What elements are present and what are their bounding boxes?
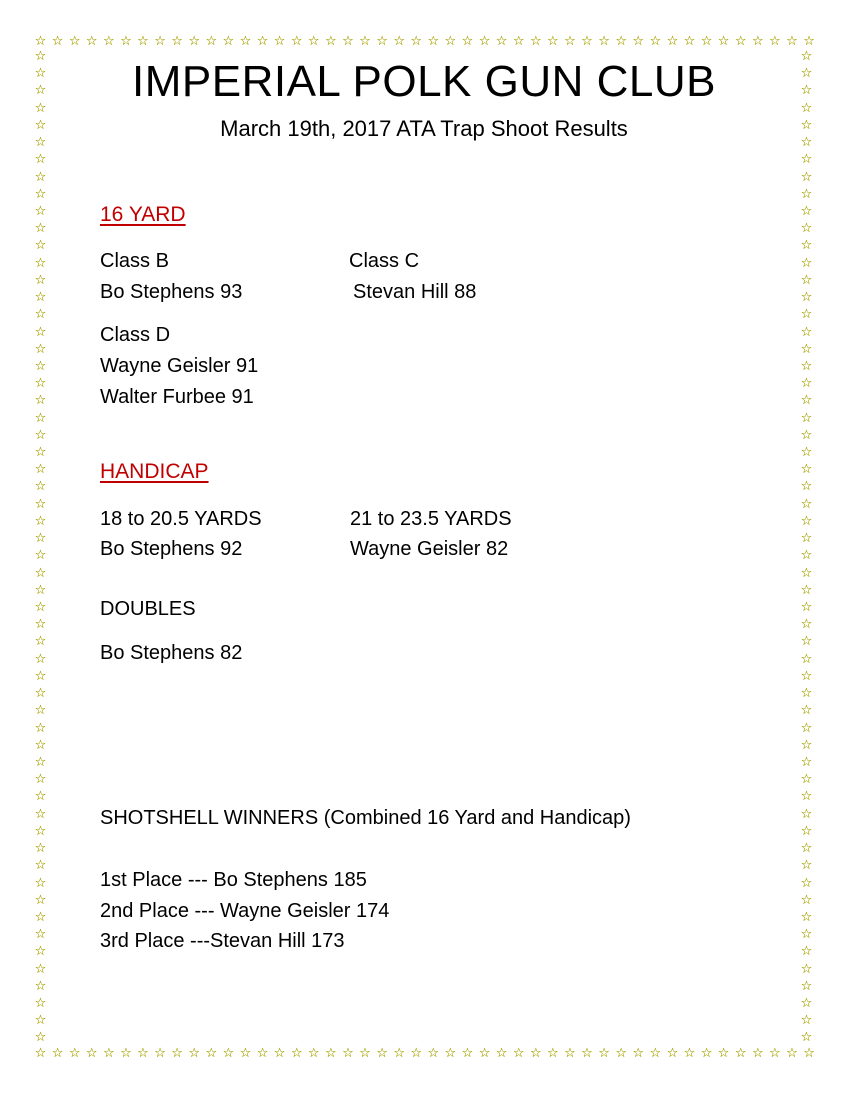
star-icon: ☆ <box>51 1046 64 1061</box>
star-icon: ☆ <box>581 34 593 49</box>
star-icon: ☆ <box>800 513 813 529</box>
star-icon: ☆ <box>800 927 813 943</box>
star-icon: ☆ <box>800 772 813 788</box>
star-icon: ☆ <box>800 548 813 564</box>
star-icon: ☆ <box>34 772 47 788</box>
star-icon: ☆ <box>427 1046 440 1061</box>
star-icon: ☆ <box>85 34 98 49</box>
border-right <box>800 50 814 1045</box>
star-icon: ☆ <box>769 1046 781 1061</box>
star-icon: ☆ <box>34 961 47 977</box>
star-icon: ☆ <box>410 1046 423 1061</box>
star-icon: ☆ <box>342 1046 354 1061</box>
star-icon: ☆ <box>800 66 813 82</box>
star-icon: ☆ <box>239 34 252 49</box>
star-icon: ☆ <box>427 34 440 49</box>
star-icon: ☆ <box>547 1046 559 1061</box>
star-icon: ☆ <box>171 1046 183 1061</box>
star-icon: ☆ <box>34 823 47 839</box>
star-icon: ☆ <box>800 858 813 874</box>
star-icon: ☆ <box>34 668 47 684</box>
star-icon: ☆ <box>800 686 813 702</box>
doubles-winner: Bo Stephens 82 <box>100 642 243 664</box>
star-icon: ☆ <box>34 1046 47 1061</box>
star-icon: ☆ <box>800 1030 813 1046</box>
star-icon: ☆ <box>34 1030 47 1046</box>
star-icon: ☆ <box>34 358 47 374</box>
star-icon: ☆ <box>615 1046 627 1061</box>
star-icon: ☆ <box>800 358 813 374</box>
star-icon: ☆ <box>683 1046 696 1061</box>
star-icon: ☆ <box>137 1046 149 1061</box>
star-icon: ☆ <box>717 1046 730 1061</box>
star-icon: ☆ <box>34 410 47 426</box>
star-icon: ☆ <box>800 634 813 650</box>
star-icon: ☆ <box>222 34 235 49</box>
star-icon: ☆ <box>800 806 813 822</box>
handicap-group-2-label: 21 to 23.5 YARDS <box>350 508 512 530</box>
star-icon: ☆ <box>800 961 813 977</box>
star-icon: ☆ <box>717 34 730 49</box>
star-icon: ☆ <box>120 34 132 49</box>
star-icon: ☆ <box>342 34 354 49</box>
star-icon: ☆ <box>786 34 798 49</box>
star-icon: ☆ <box>34 49 47 64</box>
star-icon: ☆ <box>800 531 813 547</box>
star-icon: ☆ <box>34 169 47 185</box>
star-icon: ☆ <box>800 186 813 202</box>
star-icon: ☆ <box>376 34 388 49</box>
star-icon: ☆ <box>800 83 813 99</box>
star-icon: ☆ <box>34 272 47 288</box>
star-icon: ☆ <box>325 34 337 49</box>
star-icon: ☆ <box>34 83 47 99</box>
section-heading-16-yard: 16 YARD <box>100 203 186 226</box>
star-icon: ☆ <box>800 203 813 219</box>
star-icon: ☆ <box>769 34 781 49</box>
star-icon: ☆ <box>188 1046 201 1061</box>
star-icon: ☆ <box>34 634 47 650</box>
star-icon: ☆ <box>734 1046 747 1061</box>
star-icon: ☆ <box>102 1046 115 1061</box>
star-icon: ☆ <box>34 324 47 340</box>
star-icon: ☆ <box>800 49 813 64</box>
star-icon: ☆ <box>34 720 47 736</box>
star-icon: ☆ <box>734 34 747 49</box>
star-icon: ☆ <box>581 1046 593 1061</box>
star-icon: ☆ <box>34 617 47 633</box>
star-icon: ☆ <box>34 686 47 702</box>
star-icon: ☆ <box>800 841 813 857</box>
star-icon: ☆ <box>800 462 813 478</box>
star-icon: ☆ <box>34 996 47 1012</box>
handicap-group-1-label: 18 to 20.5 YARDS <box>100 508 262 530</box>
star-icon: ☆ <box>51 34 64 49</box>
doubles-label: DOUBLES <box>100 598 196 620</box>
star-icon: ☆ <box>34 221 47 237</box>
star-icon: ☆ <box>512 1046 525 1061</box>
star-icon: ☆ <box>800 341 813 357</box>
star-icon: ☆ <box>34 944 47 960</box>
star-icon: ☆ <box>307 34 320 49</box>
star-icon: ☆ <box>800 875 813 891</box>
star-icon: ☆ <box>800 737 813 753</box>
star-icon: ☆ <box>800 944 813 960</box>
star-icon: ☆ <box>256 1046 269 1061</box>
star-icon: ☆ <box>564 1046 576 1061</box>
class-d-winner: Walter Furbee 91 <box>100 386 254 408</box>
star-icon: ☆ <box>34 737 47 753</box>
star-icon: ☆ <box>34 858 47 874</box>
star-icon: ☆ <box>478 34 491 49</box>
star-icon: ☆ <box>154 34 166 49</box>
star-icon: ☆ <box>564 34 576 49</box>
star-icon: ☆ <box>34 186 47 202</box>
star-icon: ☆ <box>800 823 813 839</box>
star-icon: ☆ <box>410 34 423 49</box>
star-icon: ☆ <box>290 1046 303 1061</box>
star-icon: ☆ <box>800 427 813 443</box>
star-icon: ☆ <box>800 445 813 461</box>
star-icon: ☆ <box>800 720 813 736</box>
star-icon: ☆ <box>290 34 303 49</box>
star-icon: ☆ <box>34 600 47 615</box>
star-icon: ☆ <box>34 393 47 409</box>
shotshell-label: SHOTSHELL WINNERS (Combined 16 Yard and Handicap) <box>100 807 631 829</box>
star-icon: ☆ <box>34 427 47 443</box>
star-icon: ☆ <box>34 703 47 719</box>
page-subtitle: March 19th, 2017 ATA Trap Shoot Results <box>220 116 628 141</box>
star-icon: ☆ <box>800 324 813 340</box>
star-icon: ☆ <box>34 548 47 564</box>
star-icon: ☆ <box>495 34 508 49</box>
star-icon: ☆ <box>800 668 813 684</box>
class-c-label: Class C <box>349 250 420 272</box>
star-icon: ☆ <box>700 34 713 49</box>
star-icon: ☆ <box>171 34 183 49</box>
star-icon: ☆ <box>393 34 405 49</box>
star-icon: ☆ <box>800 376 813 392</box>
star-icon: ☆ <box>649 1046 662 1061</box>
star-icon: ☆ <box>34 789 47 805</box>
star-icon: ☆ <box>68 34 81 49</box>
star-icon: ☆ <box>683 34 696 49</box>
shotshell-place-2: 2nd Place --- Wayne Geisler 174 <box>100 900 390 922</box>
star-icon: ☆ <box>34 565 47 581</box>
star-icon: ☆ <box>102 34 115 49</box>
star-icon: ☆ <box>444 1046 457 1061</box>
star-icon: ☆ <box>359 1046 371 1061</box>
class-d-label: Class D <box>100 324 171 346</box>
star-icon: ☆ <box>529 1046 542 1061</box>
star-icon: ☆ <box>800 565 813 581</box>
star-icon: ☆ <box>632 1046 645 1061</box>
star-icon: ☆ <box>34 1013 47 1029</box>
star-icon: ☆ <box>307 1046 320 1061</box>
star-icon: ☆ <box>34 651 47 667</box>
star-icon: ☆ <box>34 806 47 822</box>
star-icon: ☆ <box>34 307 47 323</box>
star-icon: ☆ <box>34 66 47 82</box>
star-icon: ☆ <box>598 34 610 49</box>
star-icon: ☆ <box>800 1013 813 1029</box>
star-icon: ☆ <box>325 1046 337 1061</box>
star-icon: ☆ <box>34 203 47 219</box>
star-icon: ☆ <box>800 238 813 254</box>
star-icon: ☆ <box>34 117 47 133</box>
shotshell-place-1: 1st Place --- Bo Stephens 185 <box>100 869 367 891</box>
star-icon: ☆ <box>273 34 286 49</box>
star-icon: ☆ <box>666 34 679 49</box>
star-icon: ☆ <box>800 117 813 133</box>
star-icon: ☆ <box>495 1046 508 1061</box>
class-b-winner: Bo Stephens 93 <box>100 281 243 303</box>
star-icon: ☆ <box>34 255 47 271</box>
star-icon: ☆ <box>137 34 149 49</box>
star-icon: ☆ <box>751 1046 764 1061</box>
star-icon: ☆ <box>800 169 813 185</box>
star-icon: ☆ <box>34 892 47 908</box>
border-top <box>34 35 816 49</box>
star-icon: ☆ <box>34 135 47 151</box>
star-icon: ☆ <box>800 272 813 288</box>
border-left <box>34 50 48 1045</box>
handicap-group-2-winner: Wayne Geisler 82 <box>350 538 509 560</box>
star-icon: ☆ <box>376 1046 388 1061</box>
shotshell-place-3: 3rd Place ---Stevan Hill 173 <box>100 930 345 952</box>
star-icon: ☆ <box>34 531 47 547</box>
star-icon: ☆ <box>34 34 47 49</box>
star-icon: ☆ <box>512 34 525 49</box>
star-icon: ☆ <box>68 1046 81 1061</box>
star-icon: ☆ <box>34 875 47 891</box>
star-icon: ☆ <box>800 703 813 719</box>
star-icon: ☆ <box>615 34 627 49</box>
star-icon: ☆ <box>800 221 813 237</box>
star-icon: ☆ <box>34 238 47 254</box>
star-icon: ☆ <box>34 376 47 392</box>
star-icon: ☆ <box>273 1046 286 1061</box>
star-icon: ☆ <box>256 34 269 49</box>
star-icon: ☆ <box>800 600 813 615</box>
star-icon: ☆ <box>800 754 813 770</box>
star-icon: ☆ <box>34 754 47 770</box>
star-icon: ☆ <box>800 100 813 116</box>
star-icon: ☆ <box>700 1046 713 1061</box>
star-icon: ☆ <box>800 909 813 925</box>
star-icon: ☆ <box>34 841 47 857</box>
star-icon: ☆ <box>632 34 645 49</box>
star-icon: ☆ <box>205 1046 218 1061</box>
star-icon: ☆ <box>800 978 813 994</box>
star-icon: ☆ <box>478 1046 491 1061</box>
star-icon: ☆ <box>359 34 371 49</box>
star-icon: ☆ <box>800 152 813 168</box>
star-icon: ☆ <box>34 909 47 925</box>
star-icon: ☆ <box>800 582 813 598</box>
star-icon: ☆ <box>800 410 813 426</box>
star-icon: ☆ <box>598 1046 610 1061</box>
border-bottom <box>34 1047 816 1061</box>
star-icon: ☆ <box>800 996 813 1012</box>
star-icon: ☆ <box>34 445 47 461</box>
star-icon: ☆ <box>393 1046 405 1061</box>
star-icon: ☆ <box>444 34 457 49</box>
star-icon: ☆ <box>666 1046 679 1061</box>
star-icon: ☆ <box>34 479 47 495</box>
page-title: IMPERIAL POLK GUN CLUB <box>132 57 716 106</box>
star-icon: ☆ <box>461 34 474 49</box>
star-icon: ☆ <box>34 290 47 306</box>
star-icon: ☆ <box>205 34 218 49</box>
star-icon: ☆ <box>800 479 813 495</box>
star-icon: ☆ <box>34 100 47 116</box>
star-icon: ☆ <box>751 34 764 49</box>
star-icon: ☆ <box>34 341 47 357</box>
star-icon: ☆ <box>800 496 813 512</box>
star-icon: ☆ <box>800 651 813 667</box>
star-icon: ☆ <box>803 34 815 49</box>
star-icon: ☆ <box>85 1046 98 1061</box>
handicap-group-1-winner: Bo Stephens 92 <box>100 538 243 560</box>
star-icon: ☆ <box>786 1046 798 1061</box>
star-icon: ☆ <box>800 393 813 409</box>
star-icon: ☆ <box>800 255 813 271</box>
class-b-label: Class B <box>100 250 169 272</box>
star-icon: ☆ <box>800 617 813 633</box>
star-icon: ☆ <box>34 582 47 598</box>
class-c-winner: Stevan Hill 88 <box>353 281 477 303</box>
star-icon: ☆ <box>800 307 813 323</box>
class-d-winner: Wayne Geisler 91 <box>100 355 259 377</box>
star-icon: ☆ <box>222 1046 235 1061</box>
section-heading-handicap: HANDICAP <box>100 460 209 483</box>
star-icon: ☆ <box>803 1046 815 1061</box>
star-icon: ☆ <box>120 1046 132 1061</box>
star-icon: ☆ <box>461 1046 474 1061</box>
star-icon: ☆ <box>188 34 201 49</box>
star-icon: ☆ <box>34 152 47 168</box>
star-icon: ☆ <box>34 513 47 529</box>
star-icon: ☆ <box>800 290 813 306</box>
star-icon: ☆ <box>649 34 662 49</box>
star-icon: ☆ <box>34 462 47 478</box>
star-icon: ☆ <box>529 34 542 49</box>
star-icon: ☆ <box>34 496 47 512</box>
star-icon: ☆ <box>800 789 813 805</box>
star-icon: ☆ <box>34 978 47 994</box>
star-icon: ☆ <box>800 892 813 908</box>
star-icon: ☆ <box>547 34 559 49</box>
star-icon: ☆ <box>34 927 47 943</box>
star-icon: ☆ <box>239 1046 252 1061</box>
star-icon: ☆ <box>154 1046 166 1061</box>
star-icon: ☆ <box>800 135 813 151</box>
